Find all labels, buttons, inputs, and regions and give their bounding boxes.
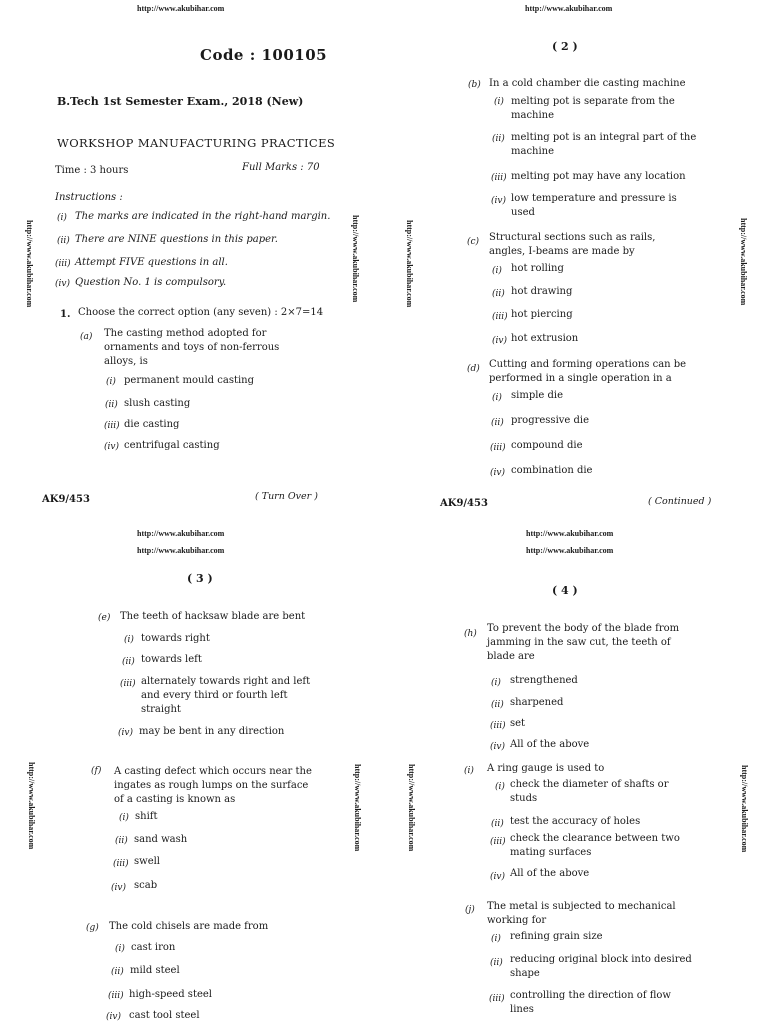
site-url: http://www.akubihar.com bbox=[137, 529, 225, 538]
vertical-url-left: http://www.akubihar.com bbox=[407, 764, 416, 852]
text-line: To prevent the body of the blade from bbox=[487, 623, 680, 634]
vertical-url-left: http://www.akubihar.com bbox=[27, 762, 36, 850]
option-label: (iii) bbox=[491, 173, 507, 183]
option-text bbox=[510, 930, 603, 944]
subquestion-label: (a) bbox=[80, 332, 93, 342]
subquestion-label: (c) bbox=[467, 237, 480, 247]
text-line: studs bbox=[510, 793, 538, 804]
exam-page-4 bbox=[384, 512, 768, 1024]
site-url: http://www.akubihar.com bbox=[526, 546, 614, 555]
text-line: performed in a single operation in a bbox=[489, 373, 672, 384]
option-text bbox=[510, 815, 640, 829]
site-url: http://www.akubihar.com bbox=[525, 4, 613, 13]
option-text: hot extrusion bbox=[511, 333, 579, 344]
option-text: cast iron bbox=[131, 942, 176, 953]
option-text: high-speed steel bbox=[129, 989, 212, 1000]
subject-title: WORKSHOP MANUFACTURING PRACTICES bbox=[57, 136, 336, 150]
option-text bbox=[510, 832, 680, 860]
text-line: machine bbox=[511, 110, 555, 121]
option-text: hot drawing bbox=[511, 286, 573, 297]
option-text: sand wash bbox=[134, 834, 188, 845]
option-label: (iv) bbox=[106, 1012, 121, 1022]
subquestion-label: (d) bbox=[467, 364, 480, 374]
text-line: check the clearance between two bbox=[510, 833, 680, 844]
instruction-text: Question No. 1 is compulsory. bbox=[75, 277, 227, 288]
vertical-url-right: http://www.akubihar.com bbox=[351, 215, 360, 303]
instruction-text: The marks are indicated in the right-hand margin. bbox=[75, 211, 331, 222]
option-label: (i) bbox=[115, 944, 125, 954]
option-label: (iii) bbox=[113, 859, 129, 869]
text-line: melting pot is separate from the bbox=[511, 96, 675, 107]
text-line: Cutting and forming operations can be bbox=[489, 359, 687, 370]
subquestion-text: In a cold chamber die casting machine bbox=[489, 78, 686, 89]
option-text: simple die bbox=[511, 390, 564, 401]
option-label: (iii) bbox=[489, 994, 505, 1004]
option-label: (ii) bbox=[122, 657, 135, 667]
subquestion-text bbox=[489, 358, 686, 386]
option-text bbox=[511, 131, 696, 159]
option-label: (ii) bbox=[491, 418, 504, 428]
option-label: (i) bbox=[491, 678, 501, 688]
text-line: test the accuracy of holes bbox=[510, 816, 641, 827]
vertical-url-left: http://www.akubihar.com bbox=[25, 220, 34, 308]
option-text: cast tool steel bbox=[129, 1010, 200, 1021]
subquestion-label: (i) bbox=[464, 766, 474, 776]
option-label: (ii) bbox=[490, 958, 503, 968]
option-label: (iii) bbox=[104, 421, 120, 431]
instruction-label: (ii) bbox=[57, 236, 70, 246]
subquestion-label: (e) bbox=[98, 613, 111, 623]
option-label: (iv) bbox=[492, 336, 507, 346]
text-line: blade are bbox=[487, 651, 535, 662]
page-number: ( 2 ) bbox=[552, 40, 578, 53]
text-line: alloys, is bbox=[104, 356, 148, 367]
option-text: hot piercing bbox=[511, 309, 573, 320]
option-label: (iv) bbox=[111, 883, 126, 893]
vertical-url-right: http://www.akubihar.com bbox=[739, 218, 748, 306]
exam-page-3 bbox=[0, 512, 384, 1024]
option-text: progressive die bbox=[511, 415, 590, 426]
vertical-url-right: http://www.akubihar.com bbox=[353, 764, 362, 852]
text-line: used bbox=[511, 207, 535, 218]
exam-title: B.Tech 1st Semester Exam., 2018 (New) bbox=[57, 95, 304, 108]
text-line: lines bbox=[510, 1004, 534, 1015]
text-line: controlling the direction of flow bbox=[510, 990, 671, 1001]
option-label: (iii) bbox=[490, 721, 506, 731]
text-line: towards right bbox=[141, 633, 210, 644]
option-label: (iii) bbox=[490, 837, 506, 847]
option-text: slush casting bbox=[124, 398, 191, 409]
subquestion-text: The teeth of hacksaw blade are bent bbox=[120, 611, 306, 622]
option-label: (iv) bbox=[104, 442, 119, 452]
footer-note: ( Turn Over ) bbox=[255, 491, 318, 502]
option-label: (iv) bbox=[491, 196, 506, 206]
option-text bbox=[511, 95, 675, 123]
vertical-url-left: http://www.akubihar.com bbox=[405, 220, 414, 308]
option-text: compound die bbox=[511, 440, 583, 451]
option-label: (iv) bbox=[118, 728, 133, 738]
question-number: 1. bbox=[60, 309, 71, 320]
text-line: straight bbox=[141, 704, 181, 715]
full-marks: Full Marks : 70 bbox=[242, 162, 320, 173]
option-label: (iv) bbox=[490, 872, 505, 882]
subquestion-text: The cold chisels are made from bbox=[109, 921, 269, 932]
instruction-text: There are NINE questions in this paper. bbox=[75, 234, 278, 245]
text-line: The casting method adopted for bbox=[104, 328, 267, 339]
instruction-label: (i) bbox=[57, 213, 67, 223]
option-label: (ii) bbox=[491, 700, 504, 710]
option-text bbox=[141, 653, 202, 667]
option-text bbox=[141, 675, 310, 717]
option-text bbox=[141, 632, 210, 646]
subquestion-label: (g) bbox=[86, 923, 99, 933]
exam-page-1 bbox=[0, 0, 384, 512]
text-line: alternately towards right and left bbox=[141, 676, 311, 687]
option-label: (iii) bbox=[492, 312, 508, 322]
option-text: mild steel bbox=[130, 965, 180, 976]
subquestion-text bbox=[104, 327, 279, 369]
text-line: A casting defect which occurs near the bbox=[114, 766, 312, 777]
text-line: shape bbox=[510, 968, 540, 979]
subquestion-text: A ring gauge is used to bbox=[487, 763, 605, 774]
text-line: The metal is subjected to mechanical bbox=[487, 901, 676, 912]
option-text bbox=[511, 170, 686, 184]
option-label: (i) bbox=[492, 393, 502, 403]
vertical-url-right: http://www.akubihar.com bbox=[740, 765, 749, 853]
subquestion-text bbox=[489, 231, 655, 259]
option-text: shift bbox=[135, 811, 158, 822]
instruction-label: (iv) bbox=[55, 279, 70, 289]
text-line: melting pot may have any location bbox=[511, 171, 686, 182]
subquestion-text bbox=[487, 622, 679, 664]
option-label: (ii) bbox=[492, 134, 505, 144]
option-text: die casting bbox=[124, 419, 180, 430]
option-text: sharpened bbox=[510, 697, 564, 708]
footer-code: AK9/453 bbox=[42, 494, 90, 505]
text-line: All of the above bbox=[510, 868, 590, 879]
text-line: may be bent in any direction bbox=[139, 726, 285, 737]
option-text: permanent mould casting bbox=[124, 375, 255, 386]
option-text: set bbox=[510, 718, 526, 729]
option-label: (i) bbox=[494, 97, 504, 107]
option-text bbox=[139, 725, 284, 739]
option-label: (iv) bbox=[490, 468, 505, 478]
subquestion-label: (h) bbox=[464, 629, 477, 639]
option-label: (ii) bbox=[111, 967, 124, 977]
option-label: (i) bbox=[495, 782, 505, 792]
text-line: mating surfaces bbox=[510, 847, 592, 858]
option-text bbox=[511, 192, 677, 220]
option-text: strengthened bbox=[510, 675, 578, 686]
option-text: centrifugal casting bbox=[124, 440, 220, 451]
option-label: (iii) bbox=[108, 991, 124, 1001]
option-label: (ii) bbox=[492, 289, 505, 299]
site-url: http://www.akubihar.com bbox=[137, 4, 225, 13]
option-label: (ii) bbox=[115, 836, 128, 846]
instruction-text: Attempt FIVE questions in all. bbox=[75, 257, 228, 268]
text-line: jamming in the saw cut, the teeth of bbox=[487, 637, 671, 648]
text-line: towards left bbox=[141, 654, 202, 665]
text-line: of a casting is known as bbox=[114, 794, 236, 805]
text-line: working for bbox=[487, 915, 547, 926]
text-line: ornaments and toys of non-ferrous bbox=[104, 342, 280, 353]
text-line: ingates as rough lumps on the surface bbox=[114, 780, 309, 791]
option-label: (ii) bbox=[105, 400, 118, 410]
option-label: (iii) bbox=[490, 443, 506, 453]
option-label: (i) bbox=[124, 635, 134, 645]
subquestion-label: (f) bbox=[91, 766, 102, 776]
subquestion-text bbox=[114, 765, 312, 807]
option-label: (i) bbox=[106, 377, 116, 387]
option-text: combination die bbox=[511, 465, 593, 476]
site-url: http://www.akubihar.com bbox=[137, 546, 225, 555]
site-url: http://www.akubihar.com bbox=[526, 529, 614, 538]
option-text bbox=[510, 778, 668, 806]
paper-code: Code : 100105 bbox=[200, 46, 328, 64]
text-line: low temperature and pressure is bbox=[511, 193, 677, 204]
footer-code: AK9/453 bbox=[440, 498, 488, 509]
subquestion-text bbox=[487, 900, 676, 928]
text-line: angles, I-beams are made by bbox=[489, 246, 635, 257]
option-label: (ii) bbox=[491, 819, 504, 829]
option-label: (iv) bbox=[490, 742, 505, 752]
text-line: and every third or fourth left bbox=[141, 690, 288, 701]
option-text: swell bbox=[134, 856, 161, 867]
subquestion-label: (b) bbox=[468, 80, 481, 90]
page-number: ( 4 ) bbox=[552, 584, 578, 597]
exam-page-2 bbox=[384, 0, 768, 512]
footer-note: ( Continued ) bbox=[648, 496, 712, 507]
text-line: check the diameter of shafts or bbox=[510, 779, 669, 790]
option-text: scab bbox=[134, 880, 158, 891]
option-label: (iii) bbox=[120, 679, 136, 689]
text-line: reducing original block into desired bbox=[510, 954, 692, 965]
time-allowed: Time : 3 hours bbox=[55, 165, 129, 176]
option-text bbox=[510, 953, 692, 981]
text-line: Structural sections such as rails, bbox=[489, 232, 656, 243]
page-number: ( 3 ) bbox=[187, 572, 213, 585]
option-text: All of the above bbox=[510, 739, 590, 750]
option-label: (i) bbox=[119, 813, 129, 823]
question-text: Choose the correct option (any seven) : 2×7=14 bbox=[78, 307, 324, 318]
option-label: (i) bbox=[492, 266, 502, 276]
option-text: hot rolling bbox=[511, 263, 564, 274]
option-text bbox=[510, 867, 589, 881]
option-label: (i) bbox=[491, 934, 501, 944]
subquestion-label: (j) bbox=[465, 905, 475, 915]
text-line: refining grain size bbox=[510, 931, 603, 942]
text-line: melting pot is an integral part of the bbox=[511, 132, 697, 143]
option-text bbox=[510, 989, 671, 1017]
instructions-heading: Instructions : bbox=[55, 192, 123, 203]
instruction-label: (iii) bbox=[55, 259, 71, 269]
text-line: machine bbox=[511, 146, 555, 157]
